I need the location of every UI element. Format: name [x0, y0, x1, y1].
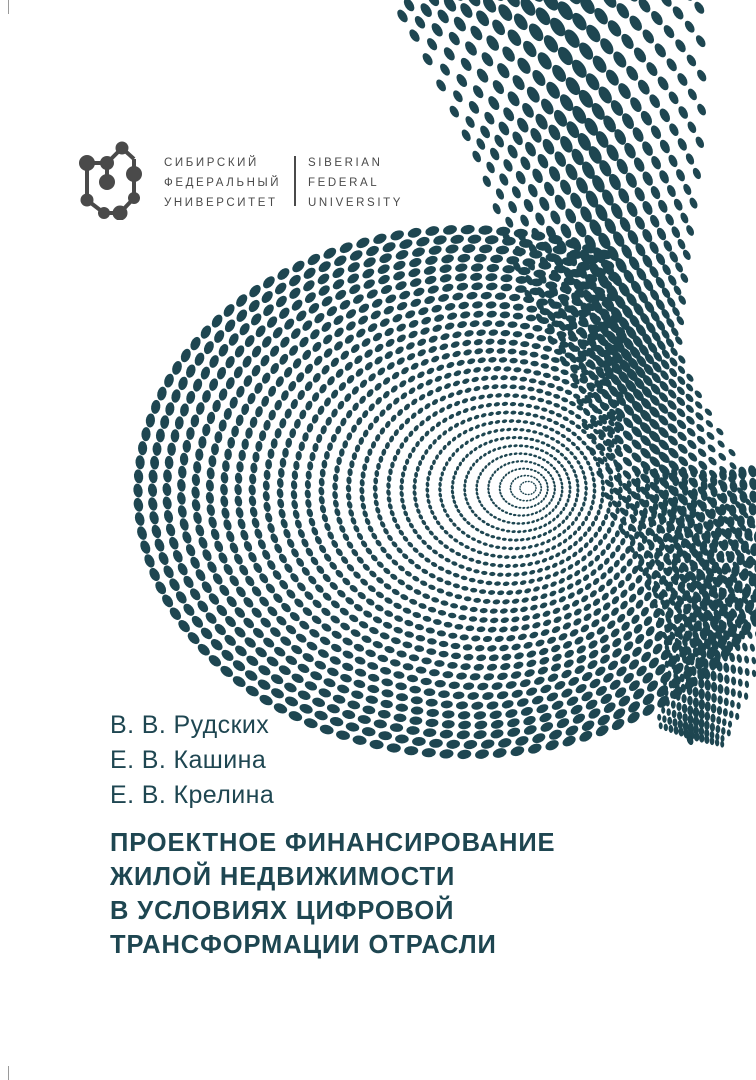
authors-list: [110, 708, 440, 813]
book-title-line: ПРОЕКТНОЕ ФИНАНСИРОВАНИЕ: [110, 829, 556, 857]
university-name-ru-line: УНИВЕРСИТЕТ: [164, 197, 278, 209]
university-name-en: [308, 153, 428, 213]
university-name-ru-line: СИБИРСКИЙ: [164, 157, 259, 169]
book-title-line: В УСЛОВИЯХ ЦИФРОВОЙ: [110, 897, 455, 925]
university-name-en-line: SIBERIAN: [308, 157, 383, 169]
university-logo: [74, 140, 414, 220]
author-name: Е. В. Кашина: [110, 746, 267, 774]
book-title-line: ЖИЛОЙ НЕДВИЖИМОСТИ: [110, 863, 456, 891]
author-name: Е. В. Крелина: [110, 781, 275, 809]
university-molecule-logo-icon: [74, 140, 146, 220]
author-name: В. В. Рудских: [110, 711, 270, 739]
logo-divider: [294, 156, 296, 206]
university-name-en-line: UNIVERSITY: [308, 197, 404, 209]
book-title: [110, 826, 670, 962]
book-title-line: ТРАНСФОРМАЦИИ ОТРАСЛИ: [110, 931, 497, 959]
university-name-en-line: FEDERAL: [308, 177, 380, 189]
university-name-ru-line: ФЕДЕРАЛЬНЫЙ: [164, 177, 282, 189]
